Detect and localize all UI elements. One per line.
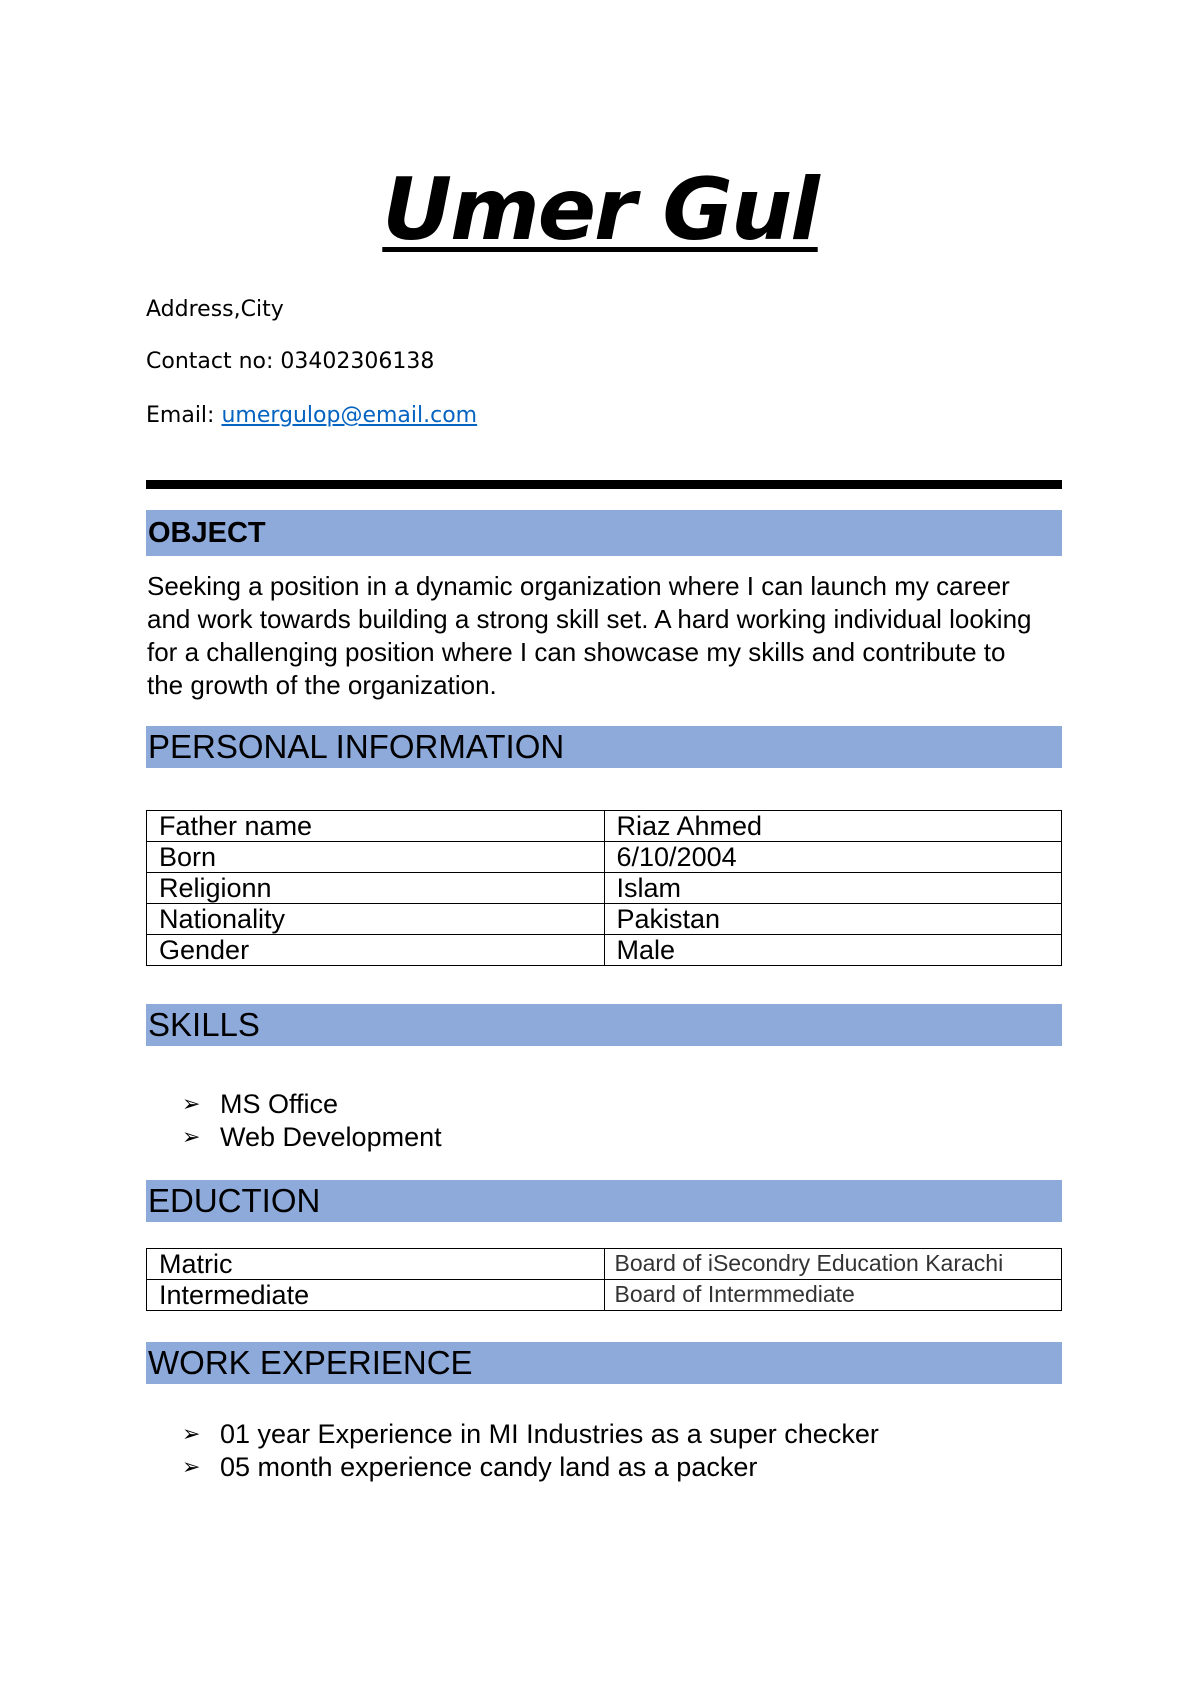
row-value: 6/10/2004 bbox=[604, 842, 1062, 873]
table-row bbox=[147, 842, 1062, 873]
list-item bbox=[180, 1418, 879, 1451]
list-item bbox=[180, 1088, 442, 1121]
table-row bbox=[147, 1280, 1062, 1311]
candidate-name: Umer Gul bbox=[382, 160, 818, 260]
list-item bbox=[180, 1121, 442, 1154]
list-item-text: MS Office bbox=[220, 1089, 339, 1119]
row-value: Board of Intermmediate bbox=[604, 1280, 1062, 1311]
section-heading-skills: SKILLS bbox=[146, 1004, 1062, 1046]
arrow-bullet-icon: ➢ bbox=[182, 1422, 201, 1447]
email-link[interactable]: umergulop@email.com bbox=[221, 403, 478, 428]
section-heading-object: OBJECT bbox=[146, 510, 1062, 556]
row-label: Born bbox=[147, 842, 605, 873]
row-label: Gender bbox=[147, 935, 605, 966]
section-heading-work-experience: WORK EXPERIENCE bbox=[146, 1342, 1062, 1384]
list-item-text: 01 year Experience in MI Industries as a super checker bbox=[220, 1419, 879, 1449]
table-row bbox=[147, 1249, 1062, 1280]
row-label: Matric bbox=[147, 1249, 605, 1280]
address-line: Address,City bbox=[146, 297, 284, 322]
section-heading-personal-information: PERSONAL INFORMATION bbox=[146, 726, 1062, 768]
skills-list bbox=[180, 1088, 442, 1154]
contact-number: 03402306138 bbox=[280, 349, 435, 374]
row-value: Riaz Ahmed bbox=[604, 811, 1062, 842]
arrow-bullet-icon: ➢ bbox=[182, 1125, 201, 1150]
arrow-bullet-icon: ➢ bbox=[182, 1455, 201, 1480]
table-row bbox=[147, 873, 1062, 904]
header-divider bbox=[146, 480, 1062, 489]
email-line bbox=[146, 402, 477, 430]
row-label: Father name bbox=[147, 811, 605, 842]
row-label: Intermediate bbox=[147, 1280, 605, 1311]
row-label: Nationality bbox=[147, 904, 605, 935]
list-item-text: 05 month experience candy land as a packer bbox=[220, 1452, 758, 1482]
row-value: Board of iSecondry Education Karachi bbox=[604, 1249, 1062, 1280]
section-heading-education: EDUCTION bbox=[146, 1180, 1062, 1222]
table-row bbox=[147, 904, 1062, 935]
table-row bbox=[147, 811, 1062, 842]
education-table bbox=[146, 1248, 1062, 1311]
email-label: Email: bbox=[146, 403, 222, 428]
row-label: Religionn bbox=[147, 873, 605, 904]
objective-paragraph: Seeking a position in a dynamic organization where I can launch my career and work towards building a strong skill set. A hard working individual looking for a challenging position where I can showcase my skills and contribute to the growth of the organization. bbox=[147, 571, 1032, 700]
row-value: Islam bbox=[604, 873, 1062, 904]
work-experience-list bbox=[180, 1418, 879, 1484]
row-value: Pakistan bbox=[604, 904, 1062, 935]
list-item-text: Web Development bbox=[220, 1122, 442, 1152]
arrow-bullet-icon: ➢ bbox=[182, 1092, 201, 1117]
personal-info-table bbox=[146, 810, 1062, 966]
contact-label: Contact no: bbox=[146, 349, 281, 374]
contact-line bbox=[146, 348, 434, 376]
row-value: Male bbox=[604, 935, 1062, 966]
table-row bbox=[147, 935, 1062, 966]
list-item bbox=[180, 1451, 879, 1484]
